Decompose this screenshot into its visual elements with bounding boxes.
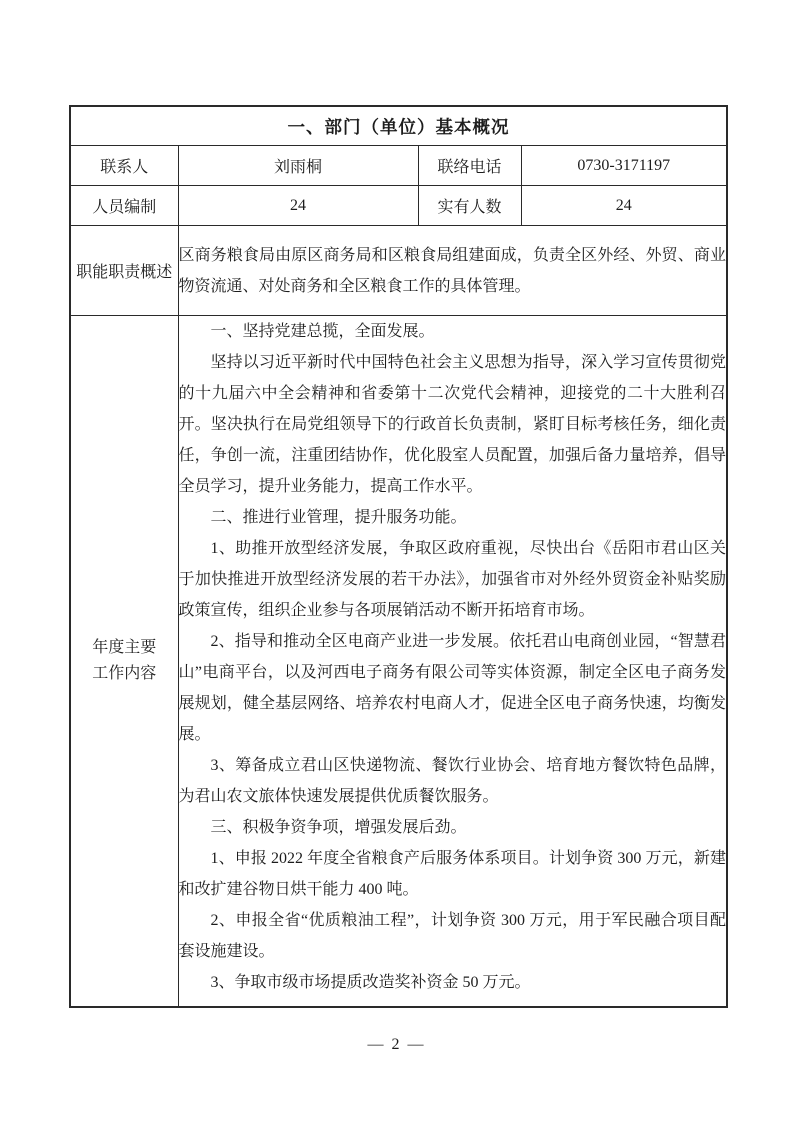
actual-staff-label: 实有人数 [418, 186, 521, 226]
contact-phone-value: 0730-3171197 [521, 146, 727, 186]
section-title: 一、部门（单位）基本概况 [70, 106, 727, 146]
annual-paragraph: 1、助推开放型经济发展，争取区政府重视，尽快出台《岳阳市君山区关于加快推进开放型经济发展的若干办法》，加强省市对外经外贸资金补贴奖励政策宣传，组织企业参与各项展销活动不断开拓培育市场。 [178, 540, 726, 619]
annual-work-row [70, 316, 727, 1008]
page-number: — 2 — [367, 1036, 426, 1053]
duties-content: 区商务粮食局由原区商务局和区粮食局组建面成，负责全区外经、外贸、商业物资流通、对处商务和全区粮食工作的具体管理。 [178, 226, 727, 316]
contact-person-value: 刘雨桐 [178, 146, 418, 186]
annual-paragraph: 2、指导和推动全区电商产业进一步发展。依托君山电商创业园，“智慧君山”电商平台，以及河西电子商务有限公司等实体资源，制定全区电子商务发展规划，健全基层网络、培养农村电商人才，促进全区电子商务快速，均衡发展。 [178, 633, 726, 743]
annual-paragraph: 3、争取市级市场提质改造奖补资金 50 万元。 [210, 974, 531, 991]
annual-work-content [178, 316, 727, 1008]
annual-work-label: 年度主要工作内容 [92, 639, 157, 682]
contact-phone-label: 联络电话 [418, 146, 521, 186]
annual-paragraph: 3、筹备成立君山区快递物流、餐饮行业协会、培育地方餐饮特色品牌，为君山农文旅体快速发展提供优质餐饮服务。 [178, 757, 726, 805]
duties-row [70, 226, 727, 316]
staffing-row [70, 186, 727, 226]
department-overview-table [69, 105, 728, 1008]
authorized-staff-label: 人员编制 [70, 186, 178, 226]
contact-row [70, 146, 727, 186]
annual-paragraph: 2、申报全省“优质粮油工程”，计划争资 300 万元，用于军民融合项目配套设施建设。 [178, 912, 726, 960]
annual-paragraph: 坚持以习近平新时代中国特色社会主义思想为指导，深入学习宣传贯彻党的十九届六中全会精神和省委第十二次党代会精神，迎接党的二十大胜利召开。坚决执行在局党组领导下的行政首长负责制，紧盯目标考核任务，细化责任，争创一流，注重团结协作，优化股室人员配置，加强后备力量培养，倡导全员学习，提升业务能力，提高工作水平。 [178, 354, 726, 495]
title-row [70, 106, 727, 146]
annual-work-label-cell [70, 316, 178, 1008]
duties-label: 职能职责概述 [70, 226, 178, 316]
annual-paragraph: 一、坚持党建总揽，全面发展。 [210, 323, 435, 340]
contact-person-label: 联系人 [70, 146, 178, 186]
authorized-staff-value: 24 [178, 186, 418, 226]
actual-staff-value: 24 [521, 186, 727, 226]
annual-paragraph: 二、推进行业管理，提升服务功能。 [210, 509, 467, 526]
annual-paragraph: 三、积极争资争项，增强发展后劲。 [210, 819, 467, 836]
annual-paragraph: 1、申报 2022 年度全省粮食产后服务体系项目。计划争资 300 万元，新建和改扩建谷物日烘干能力 400 吨。 [178, 850, 726, 898]
